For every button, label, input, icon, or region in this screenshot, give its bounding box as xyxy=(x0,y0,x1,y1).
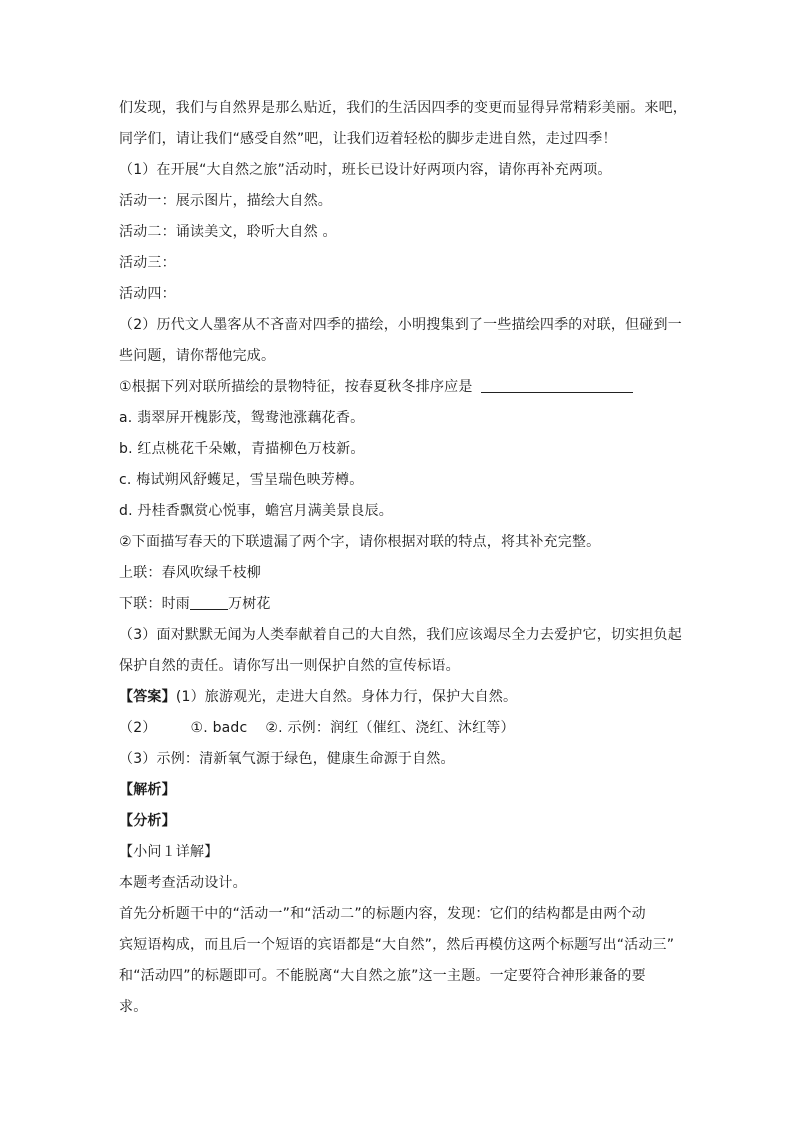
option-c: c. 梅试朔风舒蠖足，雪呈瑞色映芳樽。 xyxy=(119,472,364,488)
analysis-para-1: 本题考查活动设计。 xyxy=(119,875,247,891)
q2-sub-1 xyxy=(119,377,633,397)
q3-stem-2: 保护自然的责任。请你写出一则保护自然的宣传标语。 xyxy=(119,658,460,674)
couplet-lower-pre: 下联：时雨 xyxy=(119,596,190,612)
couplet-lower xyxy=(119,594,271,614)
option-d: d. 丹桂香飘赏心悦事，蟾宫月满美景良辰。 xyxy=(119,503,393,519)
couplet-lower-post: 万树花 xyxy=(228,596,271,612)
option-b: b. 红点桃花千朵嫩，青描柳色万枝新。 xyxy=(119,441,365,457)
answer-blank-line xyxy=(481,378,633,393)
intro-line-2: 同学们，请让我们“感受自然”吧，让我们迈着轻松的脚步走进自然，走过四季！ xyxy=(119,131,617,147)
q2-stem-1: （2）历代文人墨客从不吝啬对四季的描绘，小明搜集到了一些描绘四季的对联，但碰到一 xyxy=(119,317,682,333)
answer-2-part-1: ①. badc xyxy=(190,720,248,736)
answer-2-part-2: ②. 示例：润红（催红、浇红、沐红等） xyxy=(265,720,515,736)
detail-heading: 【小问１详解】 xyxy=(119,844,219,860)
answer-1: (1）旅游观光，走进大自然。身体力行，保护大自然。 xyxy=(175,689,518,705)
couplet-upper: 上联：春风吹绿千枝柳 xyxy=(119,565,261,581)
activity-4: 活动四： xyxy=(119,286,176,302)
q2-stem-2: 些问题，请你帮他完成。 xyxy=(119,348,276,364)
activity-1: 活动一：展示图片，描绘大自然。 xyxy=(119,193,332,209)
analysis-heading: 【解析】 xyxy=(119,782,176,798)
q2-sub-1-text: ①根据下列对联所描绘的景物特征，按春夏秋冬排序应是 xyxy=(119,379,473,395)
analysis-para-4: 和“活动四”的标题即可。不能脱离“大自然之旅”这一主题。一定要符合神形兼备的要 xyxy=(119,968,646,984)
analysis-para-5: 求。 xyxy=(119,999,148,1015)
analysis-para-2: 首先分析题干中的“活动一”和“活动二”的标题内容，发现：它们的结构都是由两个动 xyxy=(119,906,646,922)
answer-line-1 xyxy=(119,687,517,707)
fenxi-heading: 【分析】 xyxy=(119,813,176,829)
q2-sub-2: ②下面描写春天的下联遗漏了两个字，请你根据对联的特点，将其补充完整。 xyxy=(119,534,601,550)
answer-label: 【答案】 xyxy=(119,689,176,705)
answer-line-3: （3）示例：清新氧气源于绿色，健康生命源于自然。 xyxy=(119,751,455,767)
q3-stem-1: （3）面对默默无闻为人类奉献着自己的大自然，我们应该竭尽全力去爱护它，切实担负起 xyxy=(119,627,682,643)
activity-3: 活动三： xyxy=(119,255,176,271)
answer-2-num: （2） xyxy=(119,720,157,736)
answer-line-2 xyxy=(119,718,515,738)
couplet-blank xyxy=(190,595,228,610)
analysis-para-3: 宾短语构成，而且后一个短语的宾语都是“大自然”，然后再模仿这两个标题写出“活动三” xyxy=(119,937,675,953)
option-a: a. 翡翠屏开槐影茂，鸳鸯池涨藕花香。 xyxy=(119,410,365,426)
intro-line-1: 们发现，我们与自然界是那么贴近，我们的生活因四季的变更而显得异常精彩美丽。来吧， xyxy=(119,100,687,116)
q1-stem: （1）在开展“大自然之旅”活动时，班长已设计好两项内容，请你再补充两项。 xyxy=(119,162,612,178)
activity-2: 活动二：诵读美文，聆听大自然 。 xyxy=(119,224,337,240)
